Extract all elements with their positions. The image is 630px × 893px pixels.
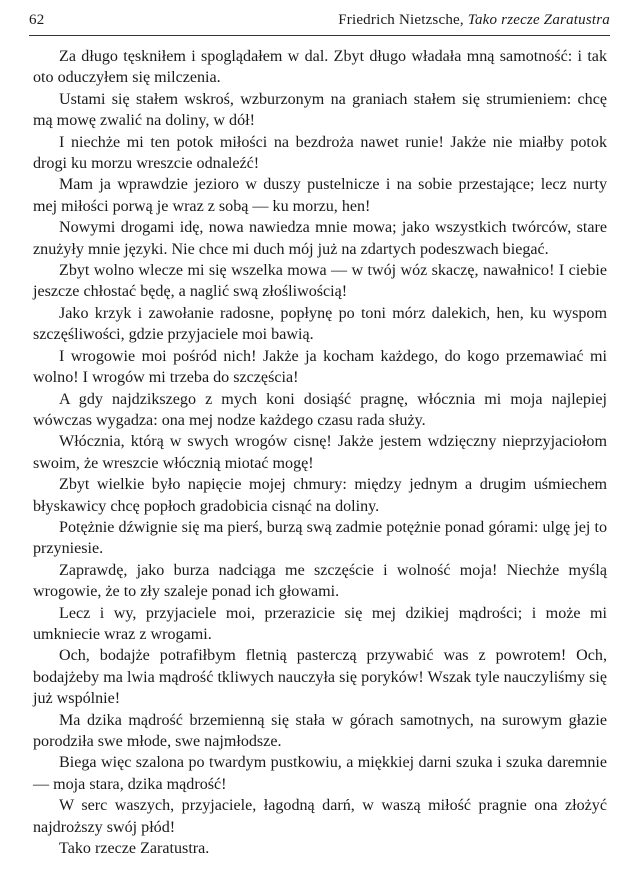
paragraph: Jako krzyk i zawołanie radosne, popłynę po toni mórz dalekich, hen, ku wyspom szczęśliwości, gdzie przyjaciele moi bawią. (33, 304, 607, 344)
paragraph: Ustami się stałem wskroś, wzburzonym na graniach stałem się strumieniem: chcę mą mowę zwalić na doliny, w dół! (33, 90, 607, 130)
paragraph: Włócznia, którą w swych wrogów cisnę! Jakże jestem wdzięczny nieprzyjaciołom swoim, że wreszcie włócznią miotać mogę! (33, 433, 607, 472)
running-head-book-title: Tako rzecze Zaratustra (467, 12, 610, 28)
paragraph: Lecz i wy, przyjaciele moi, przerazicie się mej dzikiej mądrości; i może mi umkniecie wraz z wrogami. (33, 604, 607, 643)
header-rule (29, 35, 610, 36)
paragraph: Zbyt wielkie było napięcie mojej chmury: między jednym a drugim uśmiechem błyskawicy chcę popłoch gradobicia cisnąć na doliny. (33, 476, 607, 515)
paragraph: Potężnie dźwignie się ma pierś, burzą swą zadmie potężnie ponad górami: ulgę jej to przyniesie. (33, 518, 607, 558)
paragraph: Biega więc szalona po twardym pustkowiu, a miękkiej darni szuka i szuka daremnie — moja stara, dzika mądrość! (33, 754, 607, 793)
paragraph: A gdy najdzikszego z mych koni dosiąść pragnę, włócznia mi moja najlepiej wówczas wygadza: ona mej nodze każdego czasu rada służy. (33, 390, 607, 429)
page-header (29, 12, 610, 34)
body-text (33, 46, 607, 859)
page-number: 62 (29, 12, 45, 28)
paragraph: Zbyt wolno wlecze mi się wszelka mowa — w twój wóz skaczę, nawałnico! I ciebie jeszcze chłostać będę, a naglić swą złośliwością! (33, 262, 607, 301)
signoff-line: Tako rzecze Zaratustra. (59, 840, 210, 858)
paragraph: Zaprawdę, jako burza nadciąga me szczęście i wolność moja! Niechże myślą wrogowie, że to zły szaleje ponad ich głowami. (33, 561, 607, 601)
paragraph: Och, bodajże potrafiłbym fletnią pasterczą przywabić was z powrotem! Och, bodajżeby ma lwia mądrość tkliwych nauczyła się poryków! Wszak tyle nauczyliśmy się już wspólnie! (33, 647, 607, 708)
paragraph: Nowymi drogami idę, nowa nawiedza mnie mowa; jako wszystkich twórców, stare znużyły mnie języki. Nie chce mi duch mój już na zdartych podeszwach biegać. (33, 219, 607, 258)
running-head-author: Friedrich Nietzsche, (338, 12, 468, 28)
paragraph: I niechże mi ten potok miłości na bezdroża nawet runie! Jakże nie miałby potok drogi ku morzu wreszcie odnaleźć! (33, 133, 607, 173)
paragraph: W serc waszych, przyjaciele, łagodną darń, w waszą miłość pragnie ona złożyć najdroższy swój płód! (33, 797, 607, 836)
paragraph: Mam ja wprawdzie jezioro w duszy pustelnicze i na sobie przestające; lecz nurty mej miłości porwą je wraz z sobą — ku morzu, hen! (33, 176, 607, 215)
paragraph: Ma dzika mądrość brzemienną się stała w górach samotnych, na surowym głazie porodziła swe młode, swe najmłodsze. (33, 711, 607, 750)
running-head (338, 12, 610, 29)
paragraph: Za długo tęskniłem i spoglądałem w dal. Zbyt długo władała mną samotność: i tak oto oduczyłem się milczenia. (33, 48, 607, 87)
paragraph: I wrogowie moi pośród nich! Jakże ja kocham każdego, do kogo przemawiać mi wolno! I wrogów mi trzeba do szczęścia! (33, 347, 607, 387)
